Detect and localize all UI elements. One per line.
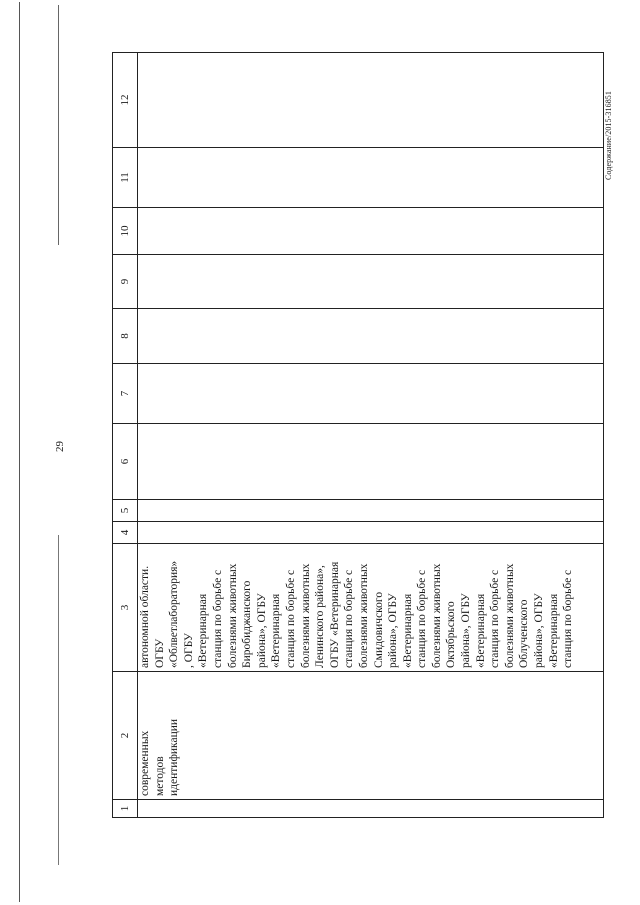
table-cell (138, 672, 604, 800)
cell-text: автономной области. ОГБУ «Облветлаборатория» , ОГБУ «Ветеринарная станция по борьбе с болезнями животных Биробиджанского района», ОГБУ «Ветеринарная станция по борьбе с болезнями животных Ленинского района», ОГБУ «Ветеринарная станция по борьбе с болезнями животных Смидовичского района», ОГБУ «Ветеринарная станция по борьбе с болезнями животных Октябрьского района», ОГБУ «Ветеринарная станция по борьбе с болезнями животных Облученского района», ОГБУ «Ветеринарная станция по борьбе с (139, 560, 575, 668)
table-cell (138, 208, 604, 255)
table-cell (138, 544, 604, 672)
table-cell (138, 800, 604, 818)
table-cell (138, 424, 604, 500)
table-cell (138, 500, 604, 522)
cell-text: современных методов идентификации (139, 718, 181, 796)
column-header: 2 (113, 672, 138, 800)
header-row (113, 53, 138, 818)
column-header: 4 (113, 522, 138, 544)
table-cell (138, 309, 604, 364)
binding-edge-mark (58, 5, 59, 245)
page-number: 29 (54, 441, 66, 452)
data-table (112, 52, 604, 818)
rotated-table-container (112, 53, 604, 818)
column-header: 10 (113, 208, 138, 255)
table-cell (138, 53, 604, 148)
column-header: 8 (113, 309, 138, 364)
column-header: 9 (113, 255, 138, 309)
document-reference: Содержание/2015-316851 (604, 90, 613, 180)
binding-edge-mark-lower (58, 535, 59, 865)
column-header: 12 (113, 53, 138, 148)
column-header: 11 (113, 148, 138, 208)
column-header: 3 (113, 544, 138, 672)
column-header: 6 (113, 424, 138, 500)
left-margin-rule (19, 2, 20, 902)
table-cell (138, 255, 604, 309)
table-cell (138, 364, 604, 424)
column-header: 7 (113, 364, 138, 424)
table-cell (138, 522, 604, 544)
column-header: 5 (113, 500, 138, 522)
table-cell (138, 148, 604, 208)
table-row (138, 53, 604, 818)
column-header: 1 (113, 800, 138, 818)
